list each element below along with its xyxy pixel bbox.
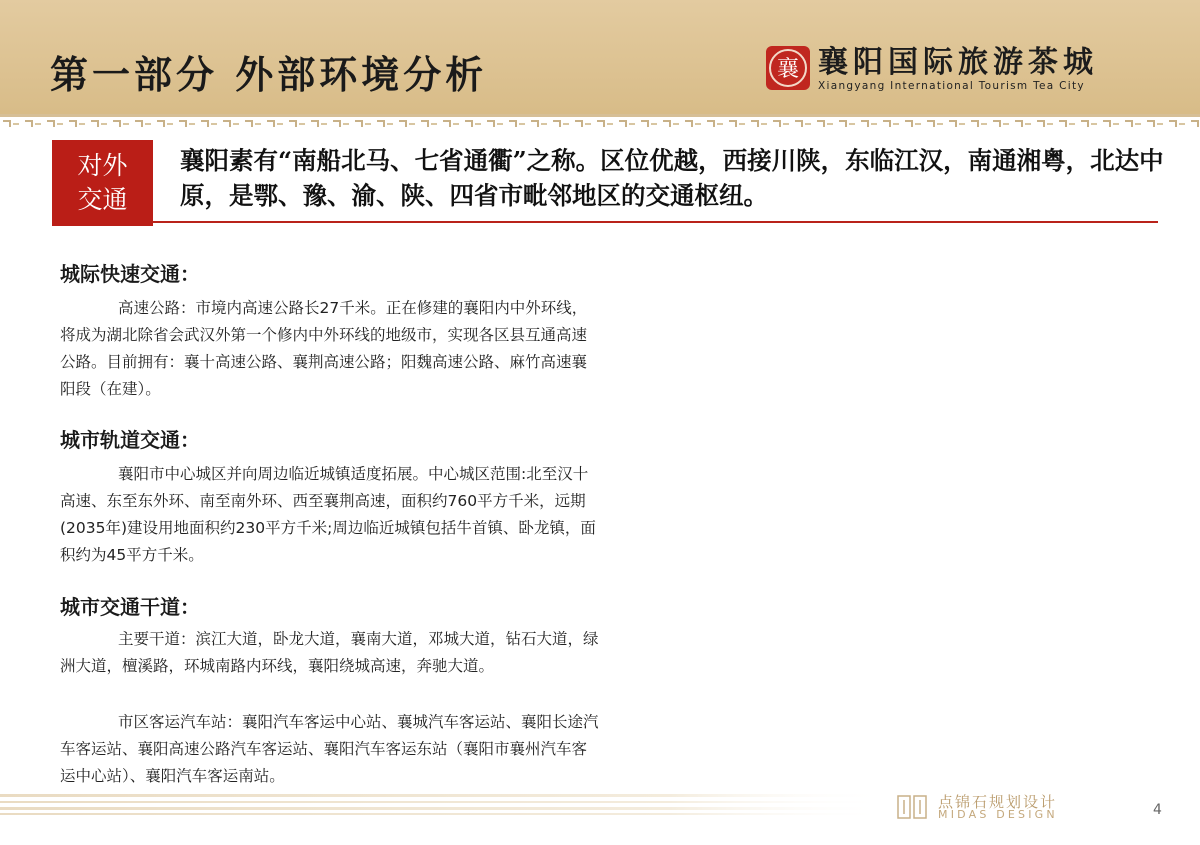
paragraph-rail: 襄阳市中心城区并向周边临近城镇适度拓展。中心城区范围:北至汉十高速、东至东外环、南至南外环、西至襄荆高速，面积约760平方千米，远期(2035年)建设用地面积约230平方千米;周边临近城镇包括牛首镇、卧龙镇，面积约为45平方千米。	[60, 465, 596, 564]
section-tag	[52, 140, 153, 226]
tag-line-1: 对外	[77, 151, 128, 180]
brand-name-en: Xiangyang International Tourism Tea City	[818, 80, 1085, 92]
tea-city-seal-icon	[766, 46, 810, 90]
brand-name-cn: 襄阳国际旅游茶城	[818, 45, 1098, 80]
seal-glyph: 襄	[776, 57, 800, 82]
tag-line-2: 交通	[77, 185, 128, 214]
footer-brand-cn: 点锦石规划设计	[938, 793, 1058, 811]
footer-brand	[896, 794, 1116, 820]
section-heading-arterial: 城市交通干道：	[60, 595, 200, 619]
section-heading-rail: 城市轨道交通：	[60, 428, 200, 452]
decorative-border	[0, 114, 1200, 132]
paragraph-arterial-roads: 主要干道：滨江大道，卧龙大道，襄南大道，邓城大道，钻石大道，绿洲大道，檀溪路，环城南路内环线，襄阳绕城高速，奔驰大道。	[60, 630, 599, 675]
page-title: 第一部分 外部环境分析	[50, 52, 488, 97]
paragraph-bus-stations: 市区客运汽车站：襄阳汽车客运中心站、襄城汽车客运站、襄阳长途汽车客运站、襄阳高速公路汽车客运站、襄阳汽车客运东站（襄阳市襄州汽车客运中心站）、襄阳汽车客运南站。	[60, 713, 599, 785]
section-heading-intercity: 城际快速交通：	[60, 262, 200, 286]
header-banner	[0, 0, 1200, 114]
brand-logo	[766, 46, 1116, 94]
midas-logo-icon	[896, 794, 930, 820]
paragraph-intercity: 高速公路：市境内高速公路长27千米。正在修建的襄阳内中外环线，将成为湖北除省会武汉外第一个修内中外环线的地级市，实现各区县互通高速公路。目前拥有：襄十高速公路、襄荆高速公路；阳魏高速公路、麻竹高速襄阳段（在建）。	[60, 299, 588, 398]
divider-line	[152, 221, 1158, 223]
footer-brand-en: MIDAS DESIGN	[938, 808, 1058, 821]
page-number: 4	[1153, 802, 1162, 818]
intro-text: 襄阳素有“南船北马、七省通衢”之称。区位优越，西接川陕，东临江汉，南通湘粤，北达中原，是鄂、豫、渝、陕、四省市毗邻地区的交通枢纽。	[180, 146, 1164, 210]
